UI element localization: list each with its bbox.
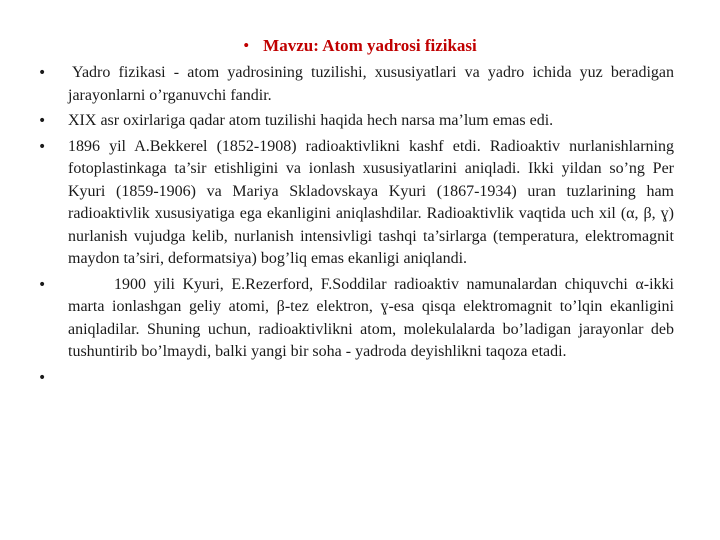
title-text: Mavzu: Atom yadrosi fizikasi	[263, 36, 477, 55]
bullet-marker: •	[38, 65, 47, 81]
list-item	[0, 274, 720, 364]
bullet-marker: •	[38, 276, 47, 293]
bullet-marker: •	[38, 138, 47, 155]
slide-title	[0, 36, 720, 56]
list-item-text: Yadro fizikasi - atom yadrosining tuzilishi, xususiyatlari va yadro ichida yuz beradigan jarayonlarni o’rganuvchi fandir.	[68, 64, 674, 104]
bullet-list	[0, 62, 720, 392]
list-item-empty	[0, 367, 720, 389]
bullet-marker: •	[38, 113, 47, 129]
list-item-text: XIX asr oxirlariga qadar atom tuzilishi haqida hech narsa ma’lum emas edi.	[68, 112, 554, 129]
list-item	[0, 62, 720, 107]
title-bullet: •	[243, 36, 250, 55]
list-item-text: 1896 yil A.Bekkerel (1852-1908) radioaktivlikni kashf etdi. Radioaktiv nurlanishlarning fotoplastinkaga ta’sir etishligini va ionlash xususiyatlarini aniqladi. Ikki yildan so’ng Per Kyuri (1859-1906) va Mariya Skladovskaya Kyuri (1867-1934) uran tuzlarining ham radioaktivlik xususiyatiga ega ekanligini aniqlashdilar. Radioaktivlik vaqtida uch xil (α, β, ɣ) nurlanish vujudga kelib, nurlanish intensivligi tashqi ta’sirlarga (temperatura, elektromagnit maydon ta’siri, deformatsiya) bog’liq emas ekanligi aniqlandi.	[68, 137, 674, 267]
bullet-marker: •	[38, 369, 47, 386]
list-item	[0, 136, 720, 271]
list-item-text: 1900 yili Kyuri, E.Rezerford, F.Soddilar radioaktiv namunalardan chiquvchi α-ikki marta ionlashgan geliy atomi, β-tez elektron, ɣ-esa qisqa elektromagnit to’lqin ekanligini aniqladilar. Shuning uchun, radioaktivlikni atom, molekulalarda bo’ladigan jarayonlar deb tushuntirib bo’lmaydi, balki yangi bir soha - yadroda deyishlikni taqoza etadi.	[68, 275, 674, 360]
list-item	[0, 110, 720, 133]
